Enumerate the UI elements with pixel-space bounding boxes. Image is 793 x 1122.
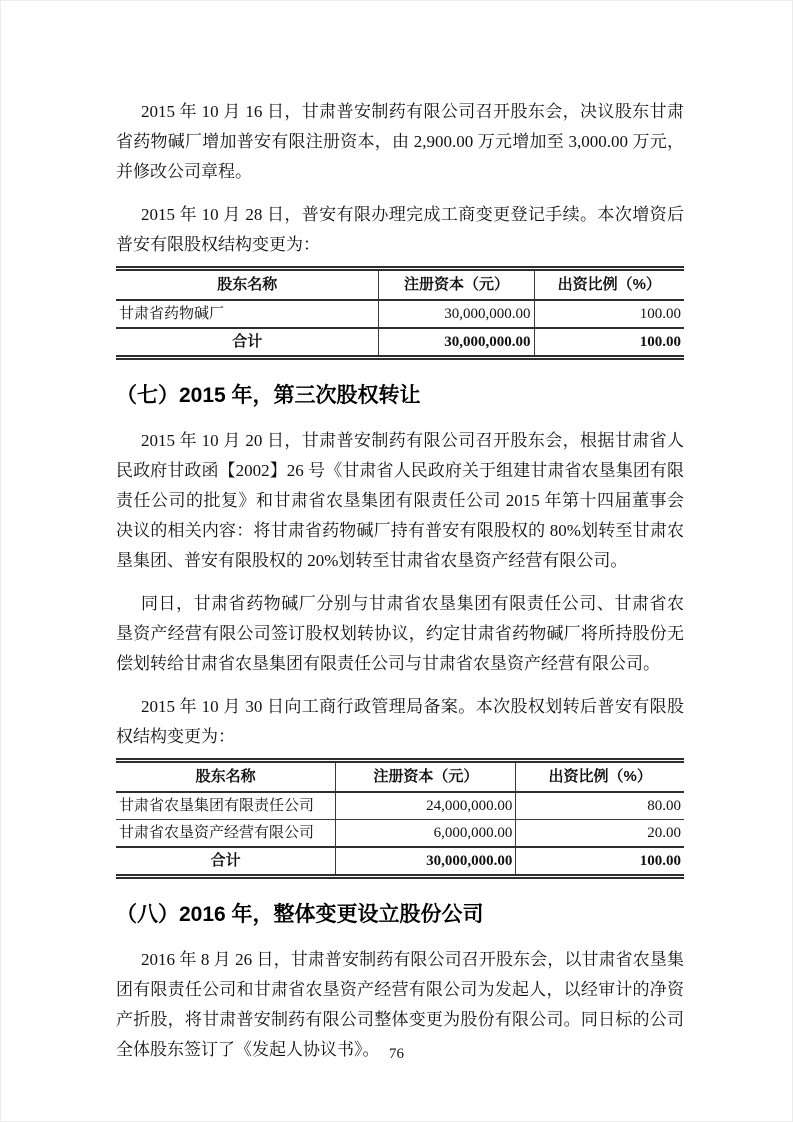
shareholder-name-cell: 甘肃省农垦集团有限责任公司	[116, 792, 336, 820]
capital-cell: 24,000,000.00	[336, 792, 516, 820]
paragraph-transfer-filing: 2015 年 10 月 30 日向工商行政管理局备案。本次股权划转后普安有限股权结构变更为：	[116, 697, 684, 746]
total-label-cell: 合计	[116, 847, 336, 877]
table-header-row	[116, 761, 684, 793]
table-total-row	[116, 847, 684, 877]
section-heading-8: （八）2016 年，整体变更设立股份公司	[116, 903, 484, 926]
table-header-row	[116, 269, 684, 301]
paragraph-registration-change: 2015 年 10 月 28 日，普安有限办理完成工商变更登记手续。本次增资后普安有限股权结构变更为：	[116, 205, 684, 254]
paragraph-transfer-agreement: 同日，甘肃省药物碱厂分别与甘肃省农垦集团有限责任公司、甘肃省农垦资产经营有限公司签订股权划转协议，约定甘肃省药物碱厂将所持股份无偿划转给甘肃省农垦集团有限责任公司与甘肃省农垦资产经营有限公司。	[116, 594, 684, 673]
shareholder-name-cell: 甘肃省农垦资产经营有限公司	[116, 820, 336, 848]
header-shareholder-name: 股东名称	[116, 269, 379, 301]
total-capital-cell: 30,000,000.00	[379, 328, 534, 358]
table-row	[116, 820, 684, 848]
total-ratio-cell: 100.00	[516, 847, 684, 877]
ratio-cell: 20.00	[516, 820, 684, 848]
capital-cell: 30,000,000.00	[379, 300, 534, 328]
table-row	[116, 792, 684, 820]
header-registered-capital: 注册资本（元）	[379, 269, 534, 301]
table-row	[116, 300, 684, 328]
ratio-cell: 80.00	[516, 792, 684, 820]
document-body	[116, 97, 684, 1078]
total-ratio-cell: 100.00	[534, 328, 684, 358]
header-registered-capital: 注册资本（元）	[336, 761, 516, 793]
total-label-cell: 合计	[116, 328, 379, 358]
table-total-row	[116, 328, 684, 358]
paragraph-joint-stock-conversion: 2016 年 8 月 26 日，甘肃普安制药有限公司召开股东会，以甘肃省农垦集团有限责任公司和甘肃省农垦资产经营有限公司为发起人，以经审计的净资产折股，将甘肃普安制药有限公司整体变更为股份有限公司。同日标的公司全体股东签订了《发起人协议书》。	[116, 950, 684, 1059]
paragraph-transfer-basis: 2015 年 10 月 20 日，甘肃普安制药有限公司召开股东会，根据甘肃省人民政府甘政函【2002】26 号《甘肃省人民政府关于组建甘肃省农垦集团有限责任公司的批复》和甘肃省农垦集团有限责任公司 2015 年第十四届董事会决议的相关内容：将甘肃省药物碱厂持有普安有限股权的 80%划转至甘肃农垦集团、普安有限股权的 20%划转至甘肃省农垦资产经营有限公司。	[116, 431, 684, 570]
header-shareholder-name: 股东名称	[116, 761, 336, 793]
ratio-cell: 100.00	[534, 300, 684, 328]
shareholder-name-cell: 甘肃省药物碱厂	[116, 300, 379, 328]
total-capital-cell: 30,000,000.00	[336, 847, 516, 877]
header-contribution-ratio: 出资比例（%）	[516, 761, 684, 793]
paragraph-capital-increase: 2015 年 10 月 16 日，甘肃普安制药有限公司召开股东会，决议股东甘肃省药物碱厂增加普安有限注册资本，由 2,900.00 万元增加至 3,000.00 万元，并修改公司章程。	[116, 102, 684, 181]
section-heading-7: （七）2015 年，第三次股权转让	[116, 384, 421, 407]
shareholding-table-2	[116, 758, 684, 879]
shareholding-table-1	[116, 266, 684, 360]
header-contribution-ratio: 出资比例（%）	[534, 269, 684, 301]
capital-cell: 6,000,000.00	[336, 820, 516, 848]
page-number: 76	[389, 1046, 404, 1062]
